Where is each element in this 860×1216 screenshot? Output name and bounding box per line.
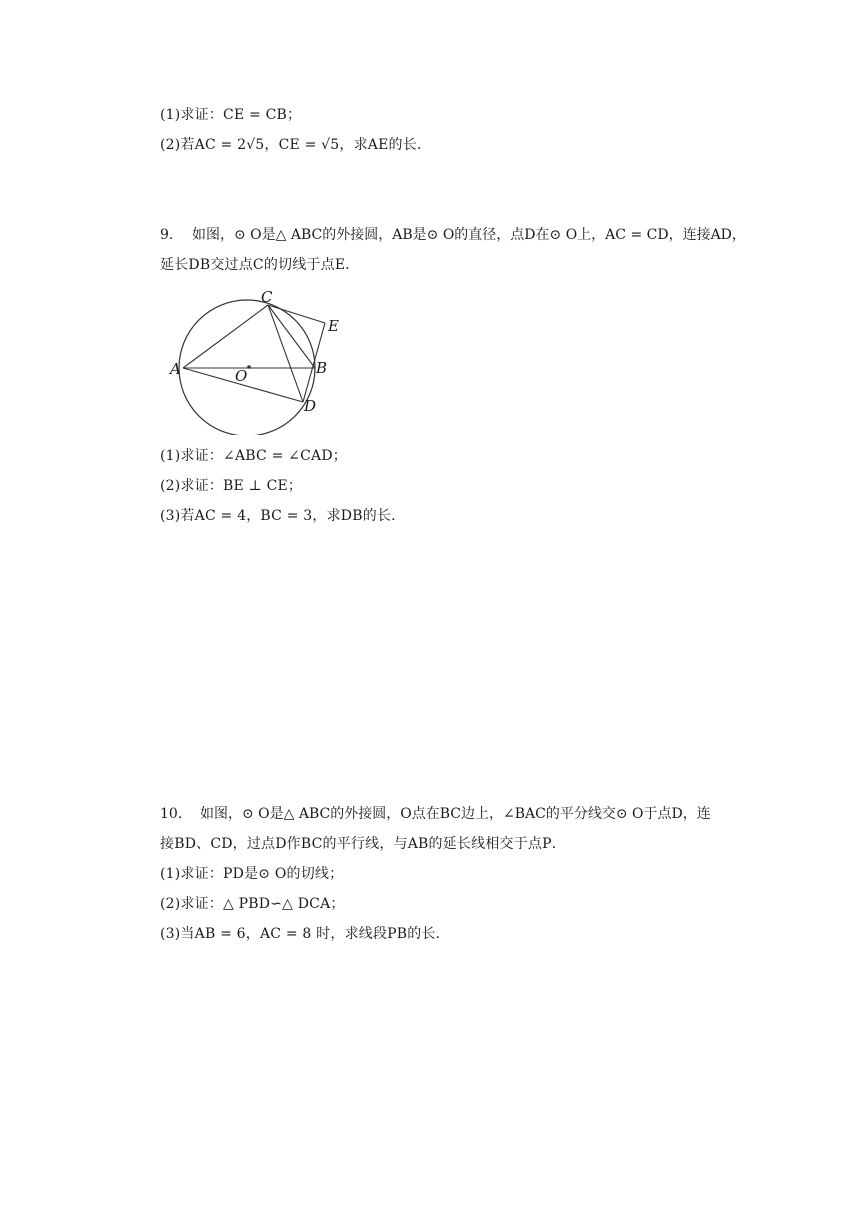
segment-cb bbox=[268, 305, 315, 368]
q9-part-3: (3)若AC = 4，BC = 3，求DB的长． bbox=[160, 508, 406, 524]
q10-part-3: (3)当AB = 6，AC = 8 时，求线段PB的长． bbox=[160, 926, 450, 942]
q9-figure bbox=[165, 285, 365, 435]
q9-part-1: (1)求证：∠ABC = ∠CAD； bbox=[160, 448, 347, 464]
q10-part-2: (2)求证：△ PBD∽△ DCA； bbox=[160, 896, 345, 912]
q9-part-2: (2)求证：BE ⊥ CE； bbox=[160, 478, 303, 494]
label-a: A bbox=[170, 360, 181, 378]
q10-part-1: (1)求证：PD是⊙ O的切线； bbox=[160, 866, 344, 882]
label-e: E bbox=[328, 317, 339, 335]
label-d: D bbox=[304, 397, 317, 415]
label-c: C bbox=[261, 288, 273, 306]
q8-part-1: (1)求证：CE = CB； bbox=[160, 107, 302, 123]
label-o: O bbox=[235, 367, 248, 385]
q8-part-2: (2)若AC = 2√5，CE = √5，求AE的长． bbox=[160, 137, 432, 153]
segment-ac bbox=[183, 305, 268, 368]
q9-text-line-1: 如图，⊙ O是△ ABC的外接圆，AB是⊙ O的直径，点D在⊙ O上，AC = CD，连接AD， bbox=[192, 227, 746, 243]
q9-text-line-2: 延长DB交过点C的切线于点E． bbox=[160, 257, 360, 273]
center-point bbox=[247, 365, 251, 369]
q10-number: 10. bbox=[160, 806, 183, 822]
q9-number: 9. bbox=[160, 227, 174, 243]
q10-text-line-1: 如图，⊙ O是△ ABC的外接圆，O点在BC边上，∠BAC的平分线交⊙ O于点D，连 bbox=[200, 806, 711, 822]
q10-text-line-2: 接BD、CD，过点D作BC的平行线，与AB的延长线相交于点P． bbox=[160, 836, 566, 852]
label-b: B bbox=[316, 359, 328, 377]
segment-ce bbox=[268, 305, 325, 323]
segment-cd bbox=[268, 305, 303, 402]
